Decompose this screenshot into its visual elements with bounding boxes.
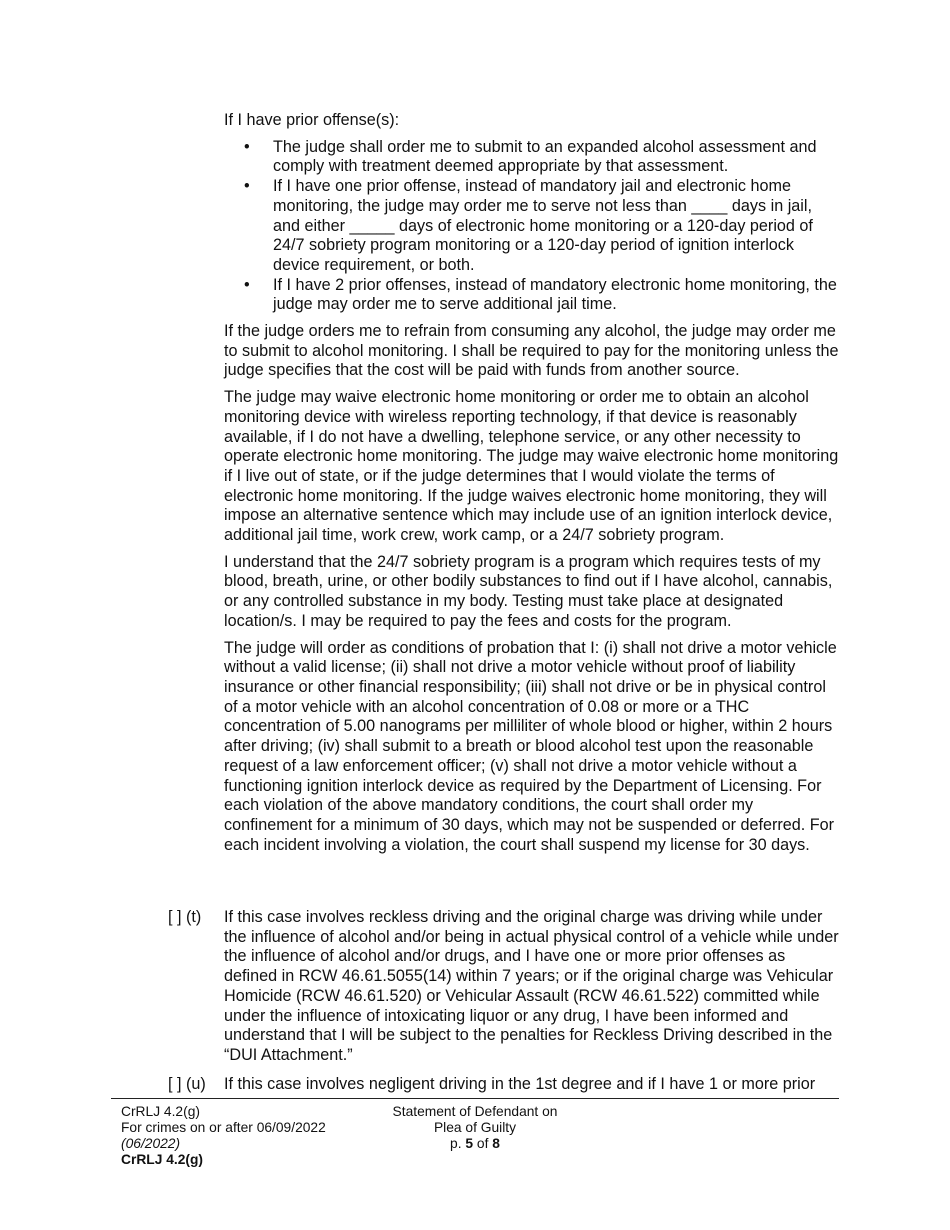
item-u	[168, 1075, 842, 1095]
probation-conditions-paragraph: The judge will order as conditions of probation that I: (i) shall not drive a motor vehicle without a valid license; (ii) shall not drive a motor vehicle without proof of liability insurance or other financial responsibility; (iii) shall not drive or be in physical control of a motor vehicle with an alcohol concentration of 0.08 or more or a THC concentration of 5.00 nanograms per milliliter of whole blood or higher, within 2 hours after driving; (iv) shall submit to a breath or blood alcohol test upon the reasonable request of a law enforcement officer; (v) shall not drive a motor vehicle without a functioning ignition interlock device as required by the Department of Licensing. For each violation of the above mandatory conditions, the court shall order my confinement for a minimum of 30 days, which may not be suspended or deferred. For each incident involving a violation, the court shall suspend my license for 30 days.	[224, 638, 837, 854]
item-t-checkbox[interactable]: [ ] (t)	[168, 908, 202, 926]
bullet-icon: •	[244, 275, 250, 294]
bullet-icon: •	[244, 177, 250, 196]
list-item: • The judge shall order me to submit to an expanded alcohol assessment and comply with treatment deemed appropriate by that assessment.	[244, 137, 817, 176]
item-t	[168, 908, 842, 1068]
footer-doc-title-line1: Statement of Defendant on	[392, 1104, 558, 1119]
list-item: • If I have 2 prior offenses, instead of mandatory electronic home monitoring, the judge may order me to serve additional jail time.	[244, 275, 837, 314]
prior-offense-list	[224, 138, 842, 315]
sobriety-program-paragraph: I understand that the 24/7 sobriety program is a program which requires tests of my blood, breath, urine, or other bodily substances to find out if I have alcohol, cannabis, or any controlled substance in my body. Testing must take place at designated location/s. I may be required to pay the fees and costs for the program.	[224, 552, 833, 630]
footer-page-number: p. 5 of 8	[450, 1136, 500, 1151]
footer-rule-code: CrRLJ 4.2(g)	[121, 1104, 200, 1119]
bullet-icon: •	[244, 137, 250, 156]
item-u-text: If this case involves negligent driving in the 1st degree and if I have 1 or more prior	[224, 1075, 816, 1093]
alcohol-monitoring-paragraph: If the judge orders me to refrain from consuming any alcohol, the judge may order me to submit to alcohol monitoring. I shall be required to pay for the monitoring unless the judge specifies that the cost will be paid with funds from another source.	[224, 322, 839, 380]
footer-applies-to: For crimes on or after 06/09/2022	[121, 1120, 326, 1135]
footer-left	[121, 1104, 381, 1168]
prior-offense-intro: If I have prior offense(s):	[224, 111, 400, 129]
item-t-text: If this case involves reckless driving and the original charge was driving while under the influence of alcohol and/or being in actual physical control of a vehicle while under the influence of alcohol and/or drugs, and I have one or more prior offenses as defined in RCW 46.61.5055(14) within 7 years; or if the original charge was Vehicular Homicide (RCW 46.61.520) or Vehicular Assault (RCW 46.61.522) committed while under the influence of intoxicating liquor or any drug, I have been informed and understand that I will be subject to the penalties for Reckless Driving described in the “DUI Attachment.”	[224, 908, 839, 1064]
footer-divider	[111, 1098, 839, 1099]
footer-center	[380, 1104, 570, 1152]
footer-rule-code-bold: CrRLJ 4.2(g)	[121, 1152, 204, 1167]
ehm-waiver-paragraph: The judge may waive electronic home monitoring or order me to obtain an alcohol monitoring device with wireless reporting technology, if that device is reasonably available, if I do not have a dwelling, telephone service, or any other necessity to operate electronic home monitoring. The judge may waive electronic home monitoring if I live out of state, or if the judge determines that I would violate the terms of electronic home monitoring. If the judge waives electronic home monitoring, they will impose an alternative sentence which may include use of an ignition interlock device, additional jail time, work crew, work camp, or a 24/7 sobriety program.	[224, 388, 839, 545]
item-u-checkbox[interactable]: [ ] (u)	[168, 1075, 206, 1093]
footer-doc-title-line2: Plea of Guilty	[433, 1120, 517, 1135]
document-body	[224, 111, 842, 862]
list-item: • If I have one prior offense, instead of mandatory jail and electronic home monitoring, the judge may order me to serve not less than ____ days in jail, and either _____ days of electronic home monitoring or a 120-day period of 24/7 sobriety program monitoring or a 120-day period of ignition interlock device requirement, or both.	[244, 177, 813, 274]
footer-revision: (06/2022)	[121, 1136, 181, 1151]
